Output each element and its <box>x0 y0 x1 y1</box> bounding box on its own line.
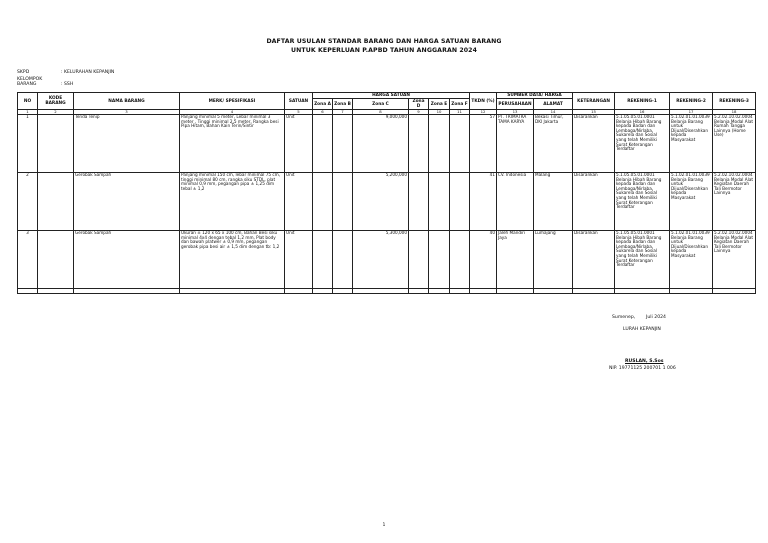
cell-zona-a <box>313 231 333 289</box>
cell-nama: Tenda Tenip <box>74 115 180 173</box>
document-subtitle: UNTUK KEPERLUAN P.APBD TAHUN ANGGARAN 2024 <box>291 47 477 54</box>
cell-keterangan: Disarankan <box>573 173 615 231</box>
cell-rek2: 5.1.02.01.01.0039 Belanja Barang untuk Dijual/Diserahkan kepada Masyarakat <box>670 173 713 231</box>
col-zona-c-header: Zona C <box>353 99 409 110</box>
col-zona-b-header: Zona B <box>333 99 353 110</box>
standar-barang-table <box>17 92 756 294</box>
cell-no: 1 <box>18 115 38 173</box>
cell-zona-b <box>333 231 353 289</box>
kelompok-value: : SSH <box>61 82 74 87</box>
cell-satuan: Unit <box>285 173 313 231</box>
col-number: 17 <box>670 110 713 115</box>
col-number: 15 <box>573 110 615 115</box>
cell-tkdn: 41 <box>470 173 497 231</box>
col-number: 12 <box>470 110 497 115</box>
cell-perusahaan: CV. Indonesia <box>497 173 534 231</box>
cell-alamat: Malang <box>534 173 573 231</box>
skpd-line <box>17 70 114 75</box>
cell-perusahaan: Jaleh Mandiri Jaya <box>497 231 534 289</box>
cell-zona-b <box>333 173 353 231</box>
col-rek1-header: REKENING-1 <box>615 93 670 110</box>
signature-nip: NIP. 19771125 200701 1 006 <box>609 366 676 371</box>
cell-zona-d <box>409 173 429 231</box>
cell-tkdn: 40 <box>470 231 497 289</box>
cell-zona-a <box>313 115 333 173</box>
cell-kode <box>38 115 74 173</box>
col-number: 13 <box>497 110 534 115</box>
cell-merk: Ukuran ± 120 x 65 x 100 cm, Bahan Besi siku minimal 4x4 dengan tebal 1,2 mm, Plat body dan bawah platwer ± 0,9 mm, pegangan gerobak pipa besi air ± 1,5 dim dengan tb: 1,2 <box>180 231 285 289</box>
cell-zona-c: 5,200,000 <box>353 173 409 231</box>
cell-merk: Panjang minimal 5 meter, Lebar minimal 3 meter , Tinggi minimal 2,5 meter, Rangka besi Pipa Hitam, Bahan Kain Terin/Sintir <box>180 115 285 173</box>
col-harga-header: HARGA SATUAN <box>313 93 470 99</box>
col-rek3-header: REKENING-3 <box>713 93 756 110</box>
cell-no: 2 <box>18 173 38 231</box>
cell-keterangan: Disarankan <box>573 115 615 173</box>
cell-zona-f <box>450 173 470 231</box>
skpd-value: : KELURAHAN KEPANJIN <box>61 70 115 75</box>
col-number: 14 <box>534 110 573 115</box>
col-alamat-header: ALAMAT <box>534 99 573 110</box>
col-zona-a-header: Zona A <box>313 99 333 110</box>
cell-nama: Gerobak Sampah <box>74 231 180 289</box>
cell-zona-d <box>409 115 429 173</box>
col-number: 5 <box>285 110 313 115</box>
cell-tkdn: 57 <box>470 115 497 173</box>
col-sumber-header: SUMBER DATA/ HARGA <box>497 93 573 99</box>
col-nama-header: NAMA BARANG <box>74 93 180 110</box>
cell-rek1: 5.1.05.05.01.0001 Belanja Hibah Barang kepada Badan dan Lembaga/Nirlaba, Sukarela dan Sosial yang telah Memiliki Surat Keterangan Terdaftar <box>615 115 670 173</box>
cell-zona-c: 5,300,000 <box>353 231 409 289</box>
cell-perusahaan: PT. TRIMATRA TAMA KARYA <box>497 115 534 173</box>
table-blank-row <box>18 289 756 294</box>
col-zona-d-header: Zona D <box>409 99 429 110</box>
col-merk-header: MERK/ SPESIFIKASI <box>180 93 285 110</box>
cell-nama: Gerobak Sampah <box>74 173 180 231</box>
col-satuan-header: SATUAN <box>285 93 313 110</box>
cell-satuan: Unit <box>285 231 313 289</box>
cell-zona-a <box>313 173 333 231</box>
col-number: 18 <box>713 110 756 115</box>
col-perusahaan-header: PERUSAHAAN <box>497 99 534 110</box>
col-tkdn-header: TKDN (%) <box>470 93 497 110</box>
cell-zona-e <box>429 231 450 289</box>
table-row <box>18 231 756 289</box>
cell-zona-f <box>450 231 470 289</box>
col-number: 6 <box>313 110 333 115</box>
col-no-header: NO <box>18 93 38 110</box>
cell-rek1: 5.1.05.05.01.0001 Belanja Hibah Barang kepada Badan dan Lembaga/Nirlaba, Sukarela dan Sosial yang telah Memiliki Surat Keterangan Terdaftar <box>615 173 670 231</box>
header-row-1 <box>18 93 756 99</box>
col-zona-e-header: Zona E <box>429 99 450 110</box>
table-row <box>18 173 756 231</box>
col-number: 3 <box>74 110 180 115</box>
col-number: 10 <box>429 110 450 115</box>
page-number: 1 <box>382 523 386 528</box>
cell-zona-e <box>429 115 450 173</box>
cell-rek3: 5.2.02.10.02.0004 Belanja Modal Alat Rumah Tangga Lainnya (Home Use) <box>713 115 756 173</box>
col-number: 9 <box>409 110 429 115</box>
cell-rek3: 5.2.02.10.02.0004 Belanja Modal Alat Kegiatan Daerah Tali Bermotor Lainnya <box>713 231 756 289</box>
signature-date: Juli 2024 <box>646 315 666 320</box>
skpd-label: SKPD <box>17 70 30 75</box>
cell-zona-e <box>429 173 450 231</box>
col-rek2-header: REKENING-2 <box>670 93 713 110</box>
cell-rek1: 5.1.05.05.01.0001 Belanja Hibah Barang kepada Badan dan Lembaga/Nirlaba, Sukarela dan Sosial yang telah Memiliki Surat Keterangan Terdaftar <box>615 231 670 289</box>
cell-zona-f <box>450 115 470 173</box>
cell-rek2: 5.1.02.01.01.0039 Belanja Barang untuk Dijual/Diserahkan kepada Masyarakat <box>670 115 713 173</box>
col-zona-f-header: Zona F <box>450 99 470 110</box>
cell-rek2: 5.1.02.01.01.0039 Belanja Barang untuk Dijual/Diserahkan kepada Masyarakat <box>670 231 713 289</box>
col-number: 1 <box>18 110 38 115</box>
cell-zona-c: 9,000,000 <box>353 115 409 173</box>
signature-position: LURAH KEPANJIN <box>623 327 661 332</box>
cell-satuan: Unit <box>285 115 313 173</box>
document-title: DAFTAR USULAN STANDAR BARANG DAN HARGA SATUAN BARANG <box>266 38 502 45</box>
cell-merk: Panjang minimal 150 cm, lebar minimal 75 cm, tinggi minimal 80 cm, rangka siku STDL, plat minimal 0,9 mm, pegangan pipa ± 1,25 dim tebal ± 1,2 <box>180 173 285 231</box>
kelompok-line <box>17 77 73 87</box>
col-number: 16 <box>615 110 670 115</box>
col-number: 8 <box>353 110 409 115</box>
cell-rek3: 5.2.02.10.02.0004 Belanja Modal Alat Kegiatan Daerah Tali Bermotor Lainnya <box>713 173 756 231</box>
cell-no: 3 <box>18 231 38 289</box>
cell-kode <box>38 173 74 231</box>
col-number: 4 <box>180 110 285 115</box>
kelompok-label: KELOMPOK BARANG <box>17 77 43 87</box>
col-number: 2 <box>38 110 74 115</box>
cell-zona-d <box>409 231 429 289</box>
cell-alamat: Bekasi Timur, DKI Jakarta <box>534 115 573 173</box>
cell-zona-b <box>333 115 353 173</box>
col-kode-header: KODE BARANG <box>38 93 74 110</box>
signature-place: Sumenep, <box>612 315 636 320</box>
cell-alamat: Lumajang <box>534 231 573 289</box>
cell-kode <box>38 231 74 289</box>
signature-name: RUSLAN, S.Sos <box>625 359 664 364</box>
table-row <box>18 115 756 173</box>
col-keterangan-header: KETERANGAN <box>573 93 615 110</box>
col-number: 11 <box>450 110 470 115</box>
cell-keterangan: Disarankan <box>573 231 615 289</box>
col-number: 7 <box>333 110 353 115</box>
